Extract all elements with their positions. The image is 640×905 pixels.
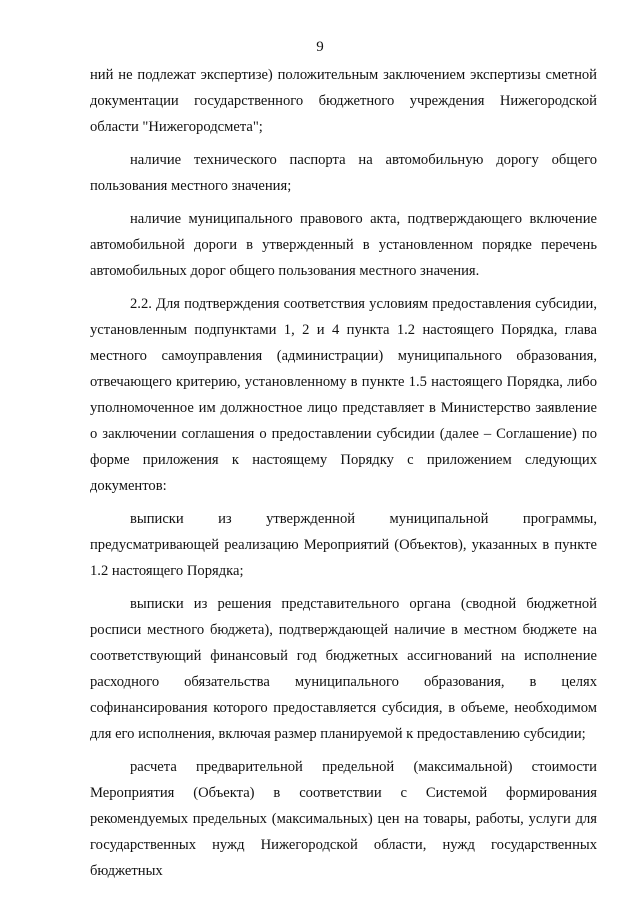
paragraph-technical-passport: наличие технического паспорта на автомобильную дорогу общего пользования местного значения; (90, 152, 597, 194)
paragraph-program-extract: выписки из утвержденной муниципальной программы, предусматривающей реализацию Мероприятий (Объектов), указанных в пункте 1.2 настоящего Порядка; (90, 511, 597, 579)
paragraph-budget-extract: выписки из решения представительного органа (сводной бюджетной росписи местного бюджета), подтверждающей наличие в местном бюджете на соответствующий финансовый год бюджетных ассигнований на исполнение расходного обязательства муниципального образования, в целях софинансирования которого предоставляется субсидия, в объеме, необходимом для его исполнения, включая размер планируемой к предоставлению субсидии; (90, 596, 597, 742)
paragraph-continuation: ний не подлежат экспертизе) положительным заключением экспертизы сметной документации государственного бюджетного учреждения Нижегородской области "Нижегородсмета"; (90, 67, 597, 135)
document-body (90, 62, 597, 884)
paragraph-section-2-2: 2.2. Для подтверждения соответствия условиям предоставления субсидии, установленным подпунктами 1, 2 и 4 пункта 1.2 настоящего Порядка, глава местного самоуправления (администрации) муниципального образования, отвечающего критерию, установленному в пункте 1.5 настоящего Порядка, либо уполномоченное им должностное лицо представляет в Министерство заявление о заключении соглашения о предоставлении субсидии (далее – Соглашение) по форме приложения к настоящему Порядку с приложением следующих документов: (90, 296, 597, 494)
paragraph-legal-act: наличие муниципального правового акта, подтверждающего включение автомобильной дороги в утвержденный в установленном порядке перечень автомобильных дорог общего пользования местного значения. (90, 211, 597, 279)
page-number: 9 (316, 39, 324, 55)
paragraph-cost-calculation: расчета предварительной предельной (максимальной) стоимости Мероприятия (Объекта) в соответствии с Системой формирования рекомендуемых предельных (максимальных) цен на товары, работы, услуги для государственных нужд Нижегородской области, нужд государственных бюджетных (90, 759, 597, 879)
